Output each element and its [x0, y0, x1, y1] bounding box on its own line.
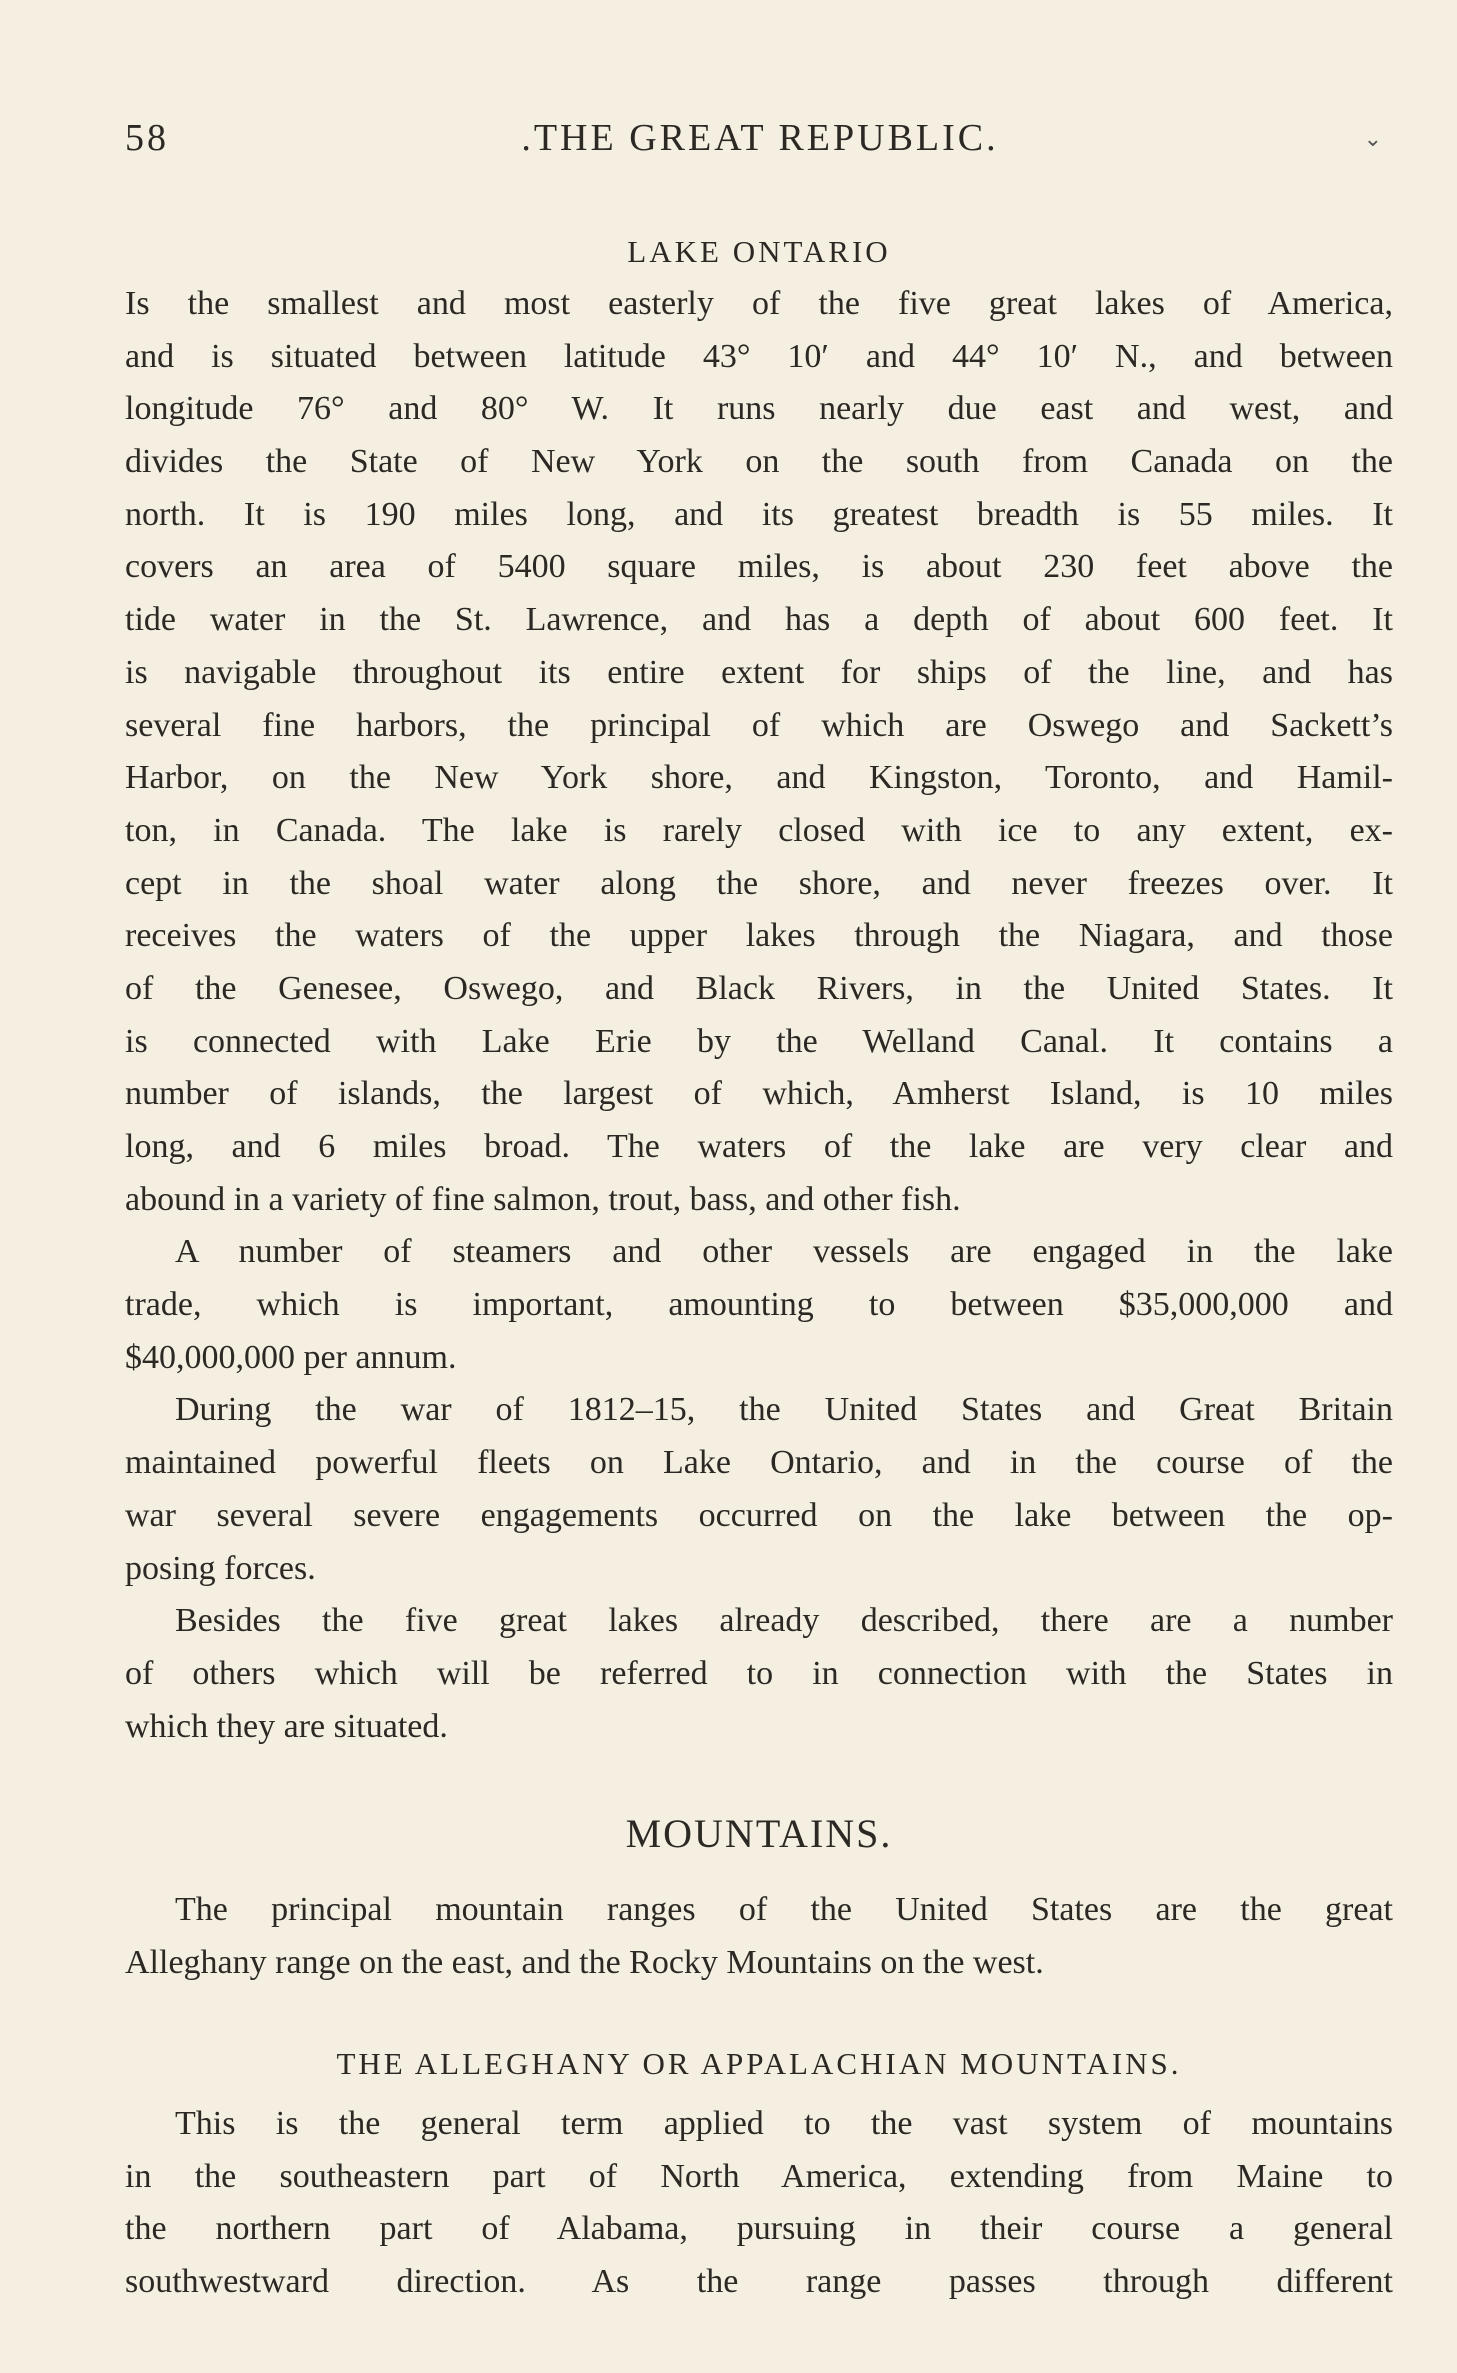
text-line: of the Genesee, Oswego, and Black Rivers, in the United States. It	[125, 969, 1393, 1007]
page-number: 58	[125, 117, 169, 159]
text-line: divides the State of New York on the south from Canada on the	[125, 443, 1393, 481]
paragraph	[125, 1384, 1393, 1595]
text-line: number of islands, the largest of which, Amherst Island, is 10 miles	[125, 1075, 1393, 1113]
paragraph	[125, 1884, 1393, 1989]
text-line: receives the waters of the upper lakes through the Niagara, and those	[125, 917, 1393, 955]
text-line: posing forces.	[125, 1549, 316, 1587]
section-heading: MOUNTAINS.	[625, 1811, 893, 1856]
text-line: Harbor, on the New York shore, and Kingston, Toronto, and Hamil-	[125, 759, 1393, 797]
text-line: ton, in Canada. The lake is rarely closed with ice to any extent, ex-	[125, 811, 1393, 849]
text-line: $40,000,000 per annum.	[125, 1338, 457, 1376]
text-line: This is the general term applied to the vast system of mountains	[175, 2105, 1393, 2142]
section-alleghany-body	[125, 2098, 1393, 2309]
text-line: maintained powerful fleets on Lake Ontario, and in the course of the	[125, 1444, 1393, 1482]
text-line: in the southeastern part of North America, extending from Maine to	[125, 2157, 1393, 2195]
paragraph	[125, 2098, 1393, 2309]
section-heading: LAKE ONTARIO	[627, 234, 891, 269]
section-heading: THE ALLEGHANY OR APPALACHIAN MOUNTAINS.	[336, 2046, 1182, 2081]
text-line: Is the smallest and most easterly of the five great lakes of America,	[125, 285, 1393, 322]
text-line: and is situated between latitude 43° 10′ and 44° 10′ N., and between	[125, 337, 1393, 375]
text-line: the northern part of Alabama, pursuing in their course a general	[125, 2210, 1393, 2248]
text-line: several fine harbors, the principal of which are Oswego and Sackett’s	[125, 706, 1393, 744]
text-line: During the war of 1812–15, the United States and Great Britain	[175, 1391, 1393, 1429]
running-head	[125, 116, 1395, 166]
section-lake-ontario	[125, 226, 1393, 1753]
text-line: long, and 6 miles broad. The waters of the lake are very clear and	[125, 1128, 1393, 1165]
text-line: tide water in the St. Lawrence, and has a depth of about 600 feet. It	[125, 601, 1393, 639]
text-line: which they are situated.	[125, 1707, 448, 1745]
text-line: Besides the five great lakes already described, there are a number	[175, 1602, 1393, 1640]
section-alleghany	[125, 2038, 1393, 2090]
text-line: The principal mountain ranges of the United States are the great	[175, 1891, 1393, 1928]
text-line: covers an area of 5400 square miles, is about 230 feet above the	[125, 548, 1393, 586]
running-title: .THE GREAT REPUBLIC.	[521, 117, 999, 159]
paragraph	[125, 1595, 1393, 1753]
text-line: cept in the shoal water along the shore, and never freezes over. It	[125, 864, 1393, 902]
text-line: longitude 76° and 80° W. It runs nearly due east and west, and	[125, 390, 1393, 428]
text-line: Alleghany range on the east, and the Rocky Mountains on the west.	[125, 1943, 1044, 1981]
section-mountains-body	[125, 1884, 1393, 1989]
text-line: is connected with Lake Erie by the Welland Canal. It contains a	[125, 1022, 1393, 1060]
paragraph	[125, 278, 1393, 1226]
text-line: north. It is 190 miles long, and its greatest breadth is 55 miles. It	[125, 495, 1393, 533]
stray-mark: ⌄	[1363, 126, 1385, 151]
text-line: southwestward direction. As the range passes through different	[125, 2263, 1393, 2301]
text-line: trade, which is important, amounting to between $35,000,000 and	[125, 1286, 1393, 1324]
text-line: abound in a variety of fine salmon, trout, bass, and other fish.	[125, 1180, 961, 1218]
text-line: is navigable throughout its entire extent for ships of the line, and has	[125, 653, 1393, 691]
text-line: war several severe engagements occurred on the lake between the op-	[125, 1496, 1393, 1534]
section-mountains	[125, 1808, 1393, 1860]
text-line: A number of steamers and other vessels are engaged in the lake	[175, 1233, 1393, 1271]
text-line: of others which will be referred to in connection with the States in	[125, 1654, 1393, 1692]
paragraph	[125, 1226, 1393, 1384]
